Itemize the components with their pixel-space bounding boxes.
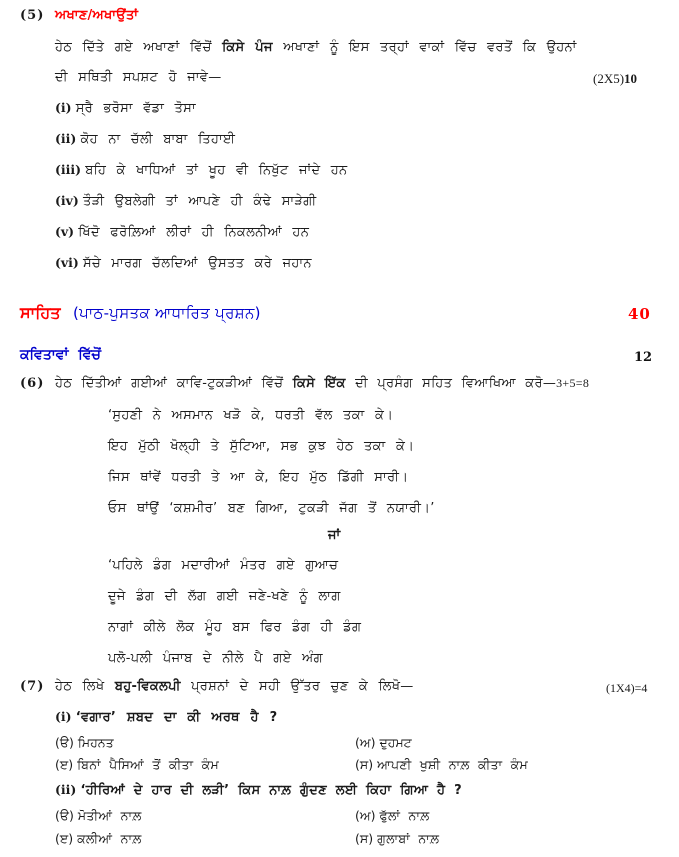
option: (ਅ) ਦੁਹਮਟ (355, 735, 412, 750)
option: (ੲ) ਕਲੀਆਂ ਨਾਲ਼ (55, 831, 142, 846)
option: (ਸ) ਗੁਲਾਬਾਂ ਨਾਲ਼ (355, 831, 440, 846)
instruction-text: ਹੇਠ ਲਿਖੇ (55, 679, 105, 694)
option: (ੳ) ਮਿਹਨਤ (55, 735, 114, 750)
instruction-text: ਹੇਠ ਦਿੱਤੇ ਗਏ ਅਖਾਣਾਂ ਵਿੱਚੋਂ (55, 40, 212, 55)
poem-line: ਦੂਜੇ ਡੰਗ ਦੀ ਲੱਗ ਗਈ ਜਣੇ-ਖਣੇ ਨੂੰ ਲਾਗ (108, 589, 341, 604)
instruction-emphasis: ਬਹੁ-ਵਿਕਲਪੀ (114, 679, 181, 694)
poem-line: ਓਸ ਥਾਂਉਂ ‘ਕਸ਼ਮੀਰ’ ਬਣ ਗਿਆ, ਟੁਕੜੀ ਜੱਗ ਤੋਂ ਨਯਾਰੀ।’ (108, 501, 435, 516)
list-item: (iii) ਬਹਿ ਕੇ ਖਾਧਿਆਂ ਤਾਂ ਖੂਹ ਵੀ ਨਿਖੁੱਟ ਜਾਂਦੇ ਹਨ (55, 162, 348, 178)
instruction-emphasis: ਕਿਸੇ ਪੰਜ (222, 40, 273, 55)
sub-question-label: (ii) (55, 782, 77, 797)
sub-question (55, 782, 462, 798)
poem-line: ‘ਪਹਿਲੇ ਡੰਗ ਮਦਾਰੀਆਂ ਮੰਤਰ ਗਏ ਗੁਆਚ (108, 558, 339, 573)
instruction-line-2: ਦੀ ਸਥਿਤੀ ਸਪਸ਼ਟ ਹੋ ਜਾਵੇ— (55, 70, 222, 85)
question-instruction (55, 40, 577, 55)
instruction-text: ਅਖਾਣਾਂ ਨੂੰ ਇਸ ਤਰ੍ਹਾਂ ਵਾਕਾਂ ਵਿੱਚ ਵਰਤੋਂ ਕਿ ਉਹਨਾਂ (283, 40, 577, 55)
question-title: ਅਖਾਣ/ਅਖਾਉਂਤਾਂ (55, 8, 139, 23)
poem-line: ਨਾਗਾਂ ਕੀਲੇ ਲੋਕ ਮੂੰਹ ਬਸ ਫਿਰ ਡੰਗ ਹੀ ਡੰਗ (108, 620, 362, 635)
poem-line: ‘ਸੁਹਣੀ ਨੇ ਅਸਮਾਨ ਖੜੋ ਕੇ, ਧਰਤੀ ਵੱਲ ਤਕਾ ਕੇ। (108, 408, 394, 423)
question-instruction (55, 376, 589, 391)
option: (ੲ) ਬਿਨਾਂ ਪੈਸਿਆਂ ਤੋਂ ਕੀਤਾ ਕੰਮ (55, 757, 220, 772)
list-item: (vi) ਸੱਚੇ ਮਾਰਗ ਚੱਲਦਿਆਂ ਉਸਤਤ ਕਰੇ ਜਹਾਨ (55, 255, 312, 271)
question-instruction (55, 679, 414, 694)
instruction-text: ਦੀ ਪ੍ਰਸੰਗ ਸਹਿਤ ਵਿਆਖਿਆ ਕਰੋ— (355, 376, 557, 391)
marks-breakdown: (2X5)10 (593, 71, 638, 86)
marks-breakdown: (1X4)=4 (606, 681, 648, 695)
subsection-marks: 12 (634, 350, 653, 365)
poem-line: ਪਲੋ-ਪਲੀ ਪੰਜਾਬ ਦੇ ਨੀਲੇ ਪੈ ਗਏ ਅੰਗ (108, 651, 323, 666)
instruction-emphasis: ਕਿਸੇ ਇੱਕ (292, 376, 346, 391)
question-number: (5) (20, 8, 45, 23)
sub-question (55, 709, 278, 725)
or-separator: ਜਾਂ (328, 528, 341, 543)
section-marks: 40 (628, 305, 651, 323)
list-item: (iv) ਤੌੜੀ ਉਬਲੇਗੀ ਤਾਂ ਆਪਣੇ ਹੀ ਕੰਢੇ ਸਾੜੇਗੀ (55, 193, 317, 209)
section-title-red: ਸਾਹਿਤ (20, 303, 61, 322)
question-number: (7) (20, 679, 45, 694)
sub-question-text: ‘ਵਗਾਰ’ ਸ਼ਬਦ ਦਾ ਕੀ ਅਰਥ ਹੈ ? (75, 710, 278, 725)
question-number: (6) (20, 376, 45, 391)
section-title-blue: (ਪਾਠ-ਪੁਸਤਕ ਆਧਾਰਿਤ ਪ੍ਰਸ਼ਨ) (73, 304, 261, 322)
list-item: (ii) ਕੋਹ ਨਾ ਚੱਲੀ ਬਾਬਾ ਤਿਹਾਈ (55, 131, 236, 147)
option: (ੳ) ਮੋਤੀਆਂ ਨਾਲ਼ (55, 808, 142, 823)
list-item: (v) ਖਿੱਦੋ ਫਰੋਲ਼ਿਆਂ ਲੀਰਾਂ ਹੀ ਨਿਕਲਨੀਆਂ ਹਨ (55, 224, 310, 240)
subsection-title: ਕਵਿਤਾਵਾਂ ਵਿੱਚੋਂ (20, 347, 101, 363)
instruction-text: ਪ੍ਰਸ਼ਨਾਂ ਦੇ ਸਹੀ ਉੱਤਰ ਚੁਣ ਕੇ ਲਿਖੋ— (191, 679, 414, 694)
sub-question-label: (i) (55, 709, 72, 724)
instruction-text: ਹੇਠ ਦਿੱਤੀਆਂ ਗਈਆਂ ਕਾਵਿ-ਟੁਕੜੀਆਂ ਵਿੱਚੋਂ (55, 376, 284, 391)
sub-question-text: ‘ਹੀਰਿਆਂ ਦੇ ਹਾਰ ਦੀ ਲੜੀ’ ਕਿਸ ਨਾਲ਼ ਗੁੰਦਣ ਲਈ ਕਿਹਾ ਗਿਆ ਹੈ ? (80, 783, 462, 798)
poem-line: ਇਹ ਮੁੱਠੀ ਖੋਲ੍ਹੀ ਤੇ ਸੁੱਟਿਆ, ਸਭ ਕੁਝ ਹੇਠ ਤਕਾ ਕੇ। (108, 439, 415, 454)
marks-breakdown: 3+5=8 (556, 376, 590, 390)
list-item: (i) ਸ੍ਰੈ ਭਰੋਸਾ ਵੱਡਾ ਤੋਸਾ (55, 100, 196, 116)
option: (ਸ) ਆਪਣੀ ਖੁਸ਼ੀ ਨਾਲ਼ ਕੀਤਾ ਕੰਮ (355, 757, 529, 772)
poem-line: ਜਿਸ ਥਾਂਵੇਂ ਧਰਤੀ ਤੇ ਆ ਕੇ, ਇਹ ਮੁੱਠ ਡਿੱਗੀ ਸਾਰੀ। (108, 470, 409, 485)
option: (ਅ) ਫੁੱਲਾਂ ਨਾਲ਼ (355, 808, 430, 823)
